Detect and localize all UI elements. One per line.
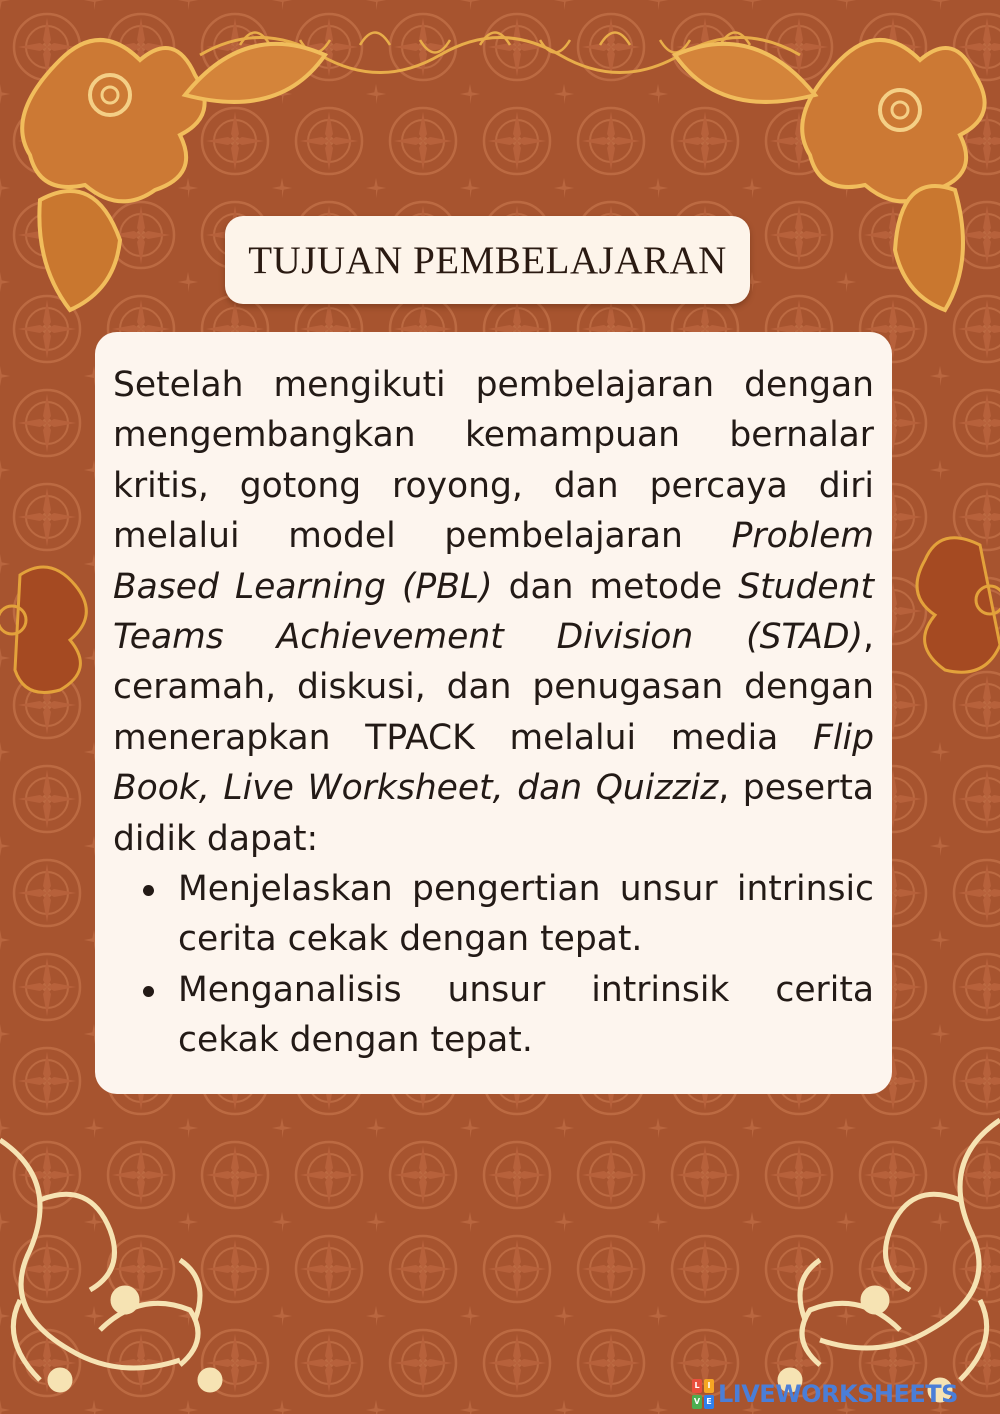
page-title: TUJUAN PEMBELAJARAN bbox=[248, 238, 727, 282]
intro-method-name: Student Teams Achievement Division (STAD) bbox=[113, 566, 874, 658]
liveworksheets-logo-icon: L I V E bbox=[692, 1379, 714, 1409]
intro-text-2: dan metode bbox=[492, 566, 739, 607]
intro-text-4: , peserta didik dapat: bbox=[113, 768, 874, 859]
list-item bbox=[113, 965, 874, 1066]
objective-text: Menjelaskan pengertian unsur intrinsic cerita cekak dengan tepat. bbox=[178, 869, 874, 960]
bullet-icon bbox=[143, 986, 154, 997]
intro-model-name: Problem Based Learning (PBL) bbox=[113, 516, 874, 607]
intro-media-names: Flip Book, Live Worksheet, dan Quizziz bbox=[113, 717, 874, 809]
list-item bbox=[113, 864, 874, 965]
objectives-list bbox=[113, 864, 874, 1066]
title-banner bbox=[225, 216, 750, 304]
bullet-icon bbox=[143, 885, 154, 896]
intro-paragraph bbox=[113, 360, 874, 864]
liveworksheets-watermark bbox=[692, 1378, 958, 1410]
intro-text-3: , ceramah, diskusi, dan penugasan dengan menerapkan TPACK melalui media bbox=[113, 617, 874, 758]
learning-objectives-card bbox=[95, 332, 892, 1094]
brand-name: LIVEWORKSHEETS bbox=[718, 1380, 958, 1408]
intro-text-1: Setelah mengikuti pembelajaran dengan mengembangkan kemampuan bernalar kritis, gotong royong, dan percaya diri melalui model pembelajaran bbox=[113, 365, 874, 557]
objective-text: Menganalisis unsur intrinsik cerita cekak dengan tepat. bbox=[178, 969, 874, 1061]
